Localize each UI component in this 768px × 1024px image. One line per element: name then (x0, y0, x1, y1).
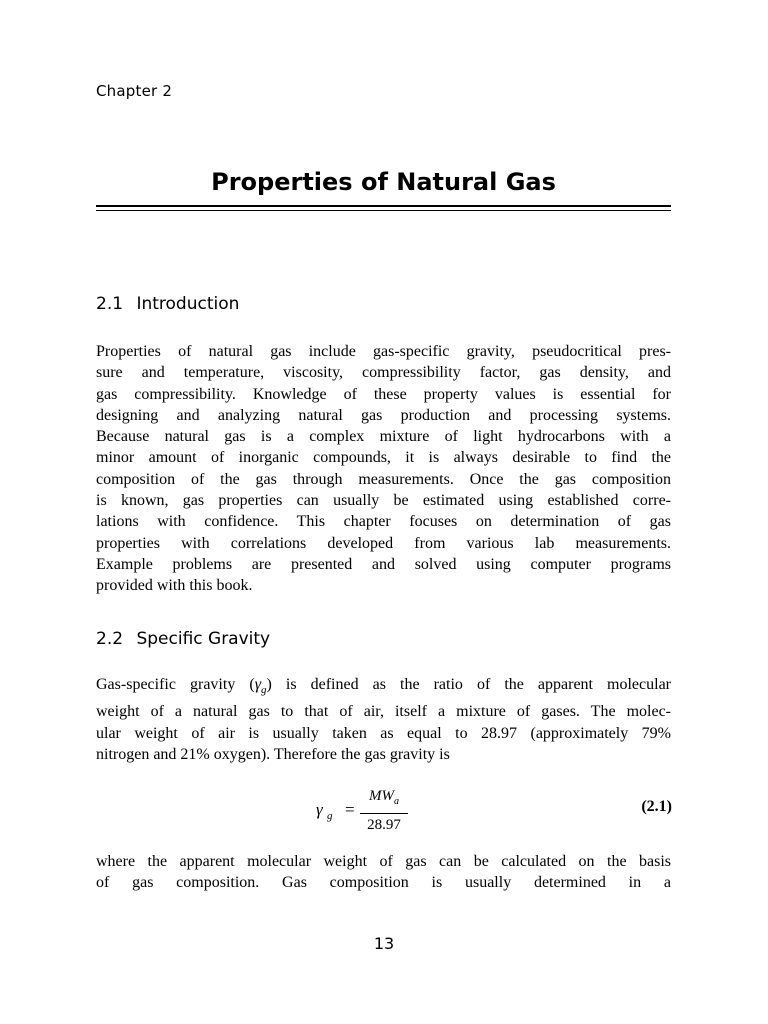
paragraph-line: of gas composition. Gas composition is usually determined in a (96, 874, 671, 892)
introduction-paragraph (96, 341, 671, 597)
specific-gravity-paragraph (96, 674, 671, 765)
paragraph-line (96, 674, 671, 701)
section-number: 2.2 (96, 629, 124, 649)
gamma-subscript: g (326, 810, 333, 822)
chapter-title: Properties of Natural Gas (211, 168, 556, 196)
paragraph-line: where the apparent molecular weight of gas can be calculated on the basis (96, 853, 671, 870)
numerator-text: MW (369, 788, 394, 804)
section-title: Specific Gravity (136, 629, 271, 649)
fraction-numerator (360, 786, 408, 812)
paragraph-line: ular weight of air is usually taken as equal to 28.97 (approximately 79% (96, 724, 671, 742)
paragraph-line: lations with confidence. This chapter focuses on determination of gas (96, 513, 671, 531)
gamma-symbol: γ (254, 676, 262, 693)
paragraph-line: weight of a natural gas to that of air, itself a mixture of gases. The molec- (96, 703, 671, 721)
numerator-subscript: a (394, 796, 399, 807)
paragraph-line: gas compressibility. Knowledge of these property values is essential for (96, 385, 671, 403)
paragraph-line: minor amount of inorganic compounds, it is always desirable to find the (96, 449, 671, 467)
gamma-subscript: g (261, 684, 267, 696)
paragraph-line: properties with correlations developed from various lab measurements. (96, 534, 671, 552)
paragraph-line: composition of the gas through measurements. Once the gas composition (96, 470, 671, 488)
paragraph-line: provided with this book. (96, 577, 253, 595)
chapter-label: Chapter 2 (96, 82, 173, 100)
fraction-bar (360, 813, 408, 814)
paragraph-line: Properties of natural gas include gas-specific gravity, pseudocritical pres- (96, 343, 671, 360)
equals-sign: = (345, 800, 355, 819)
paragraph-line: sure and temperature, viscosity, compressibility factor, gas density, and (96, 364, 671, 382)
fraction (360, 786, 408, 835)
fraction-denominator: 28.97 (367, 817, 401, 833)
paragraph-line: designing and analyzing natural gas production and processing systems. (96, 406, 671, 424)
equation-number: (2.1) (641, 798, 672, 815)
title-rule-bottom (96, 210, 671, 211)
title-rule-top (96, 205, 671, 207)
gamma-symbol: γ (316, 800, 323, 819)
paragraph-line: nitrogen and 21% oxygen). Therefore the gas gravity is (96, 745, 450, 763)
equation-2-1 (0, 786, 768, 836)
section-number: 2.1 (96, 294, 124, 314)
equation-lhs (316, 800, 332, 820)
page-number: 13 (373, 934, 395, 953)
text-run: ) is defined as the ratio of the apparent molecular (266, 676, 672, 693)
section-heading-introduction (96, 294, 239, 314)
paragraph-line: is known, gas properties can usually be estimated using established corre- (96, 492, 671, 510)
text-run: Gas-specific gravity ( (96, 676, 255, 693)
paragraph-line: Example problems are presented and solved using computer programs (96, 555, 671, 573)
section-heading-specific-gravity (96, 629, 270, 649)
section-title: Introduction (136, 294, 240, 314)
paragraph-line: Because natural gas is a complex mixture of light hydrocarbons with a (96, 428, 671, 446)
continuation-paragraph (96, 851, 671, 894)
